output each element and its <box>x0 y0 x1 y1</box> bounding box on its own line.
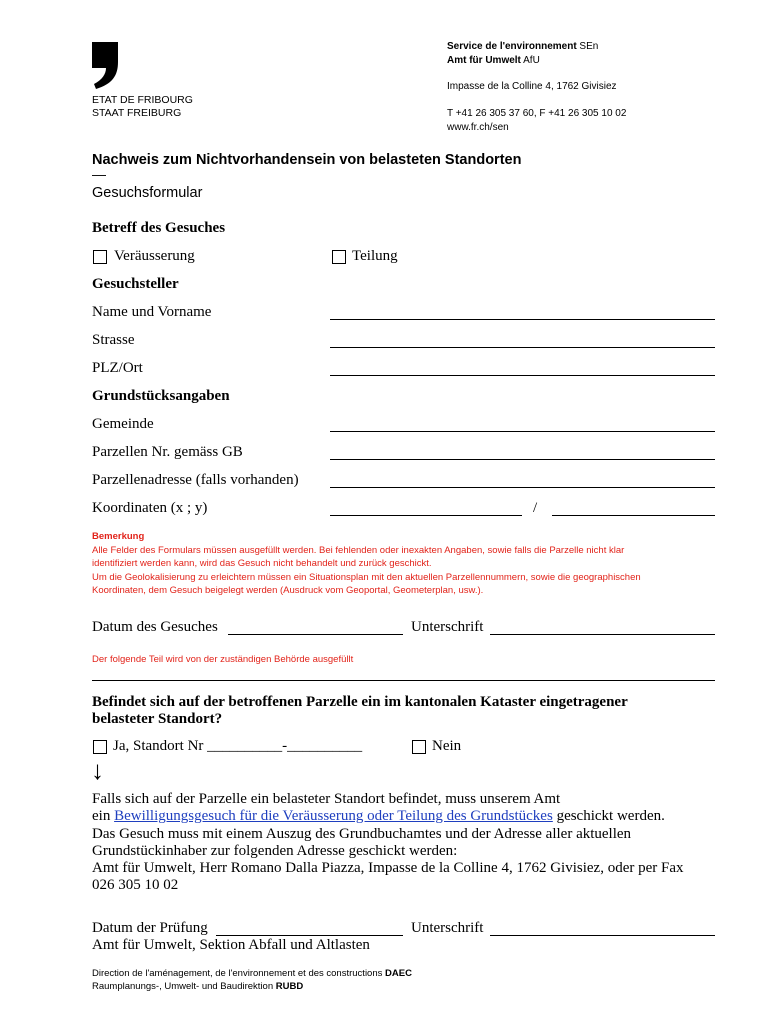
datum-gesuch-field[interactable] <box>228 634 403 635</box>
service-block <box>447 40 598 67</box>
question-line-1: Befindet sich auf der betroffenen Parzelle ein im kantonalen Kataster eingetragener <box>92 694 628 710</box>
label-plz: PLZ/Ort <box>92 360 143 376</box>
label-unterschrift-1: Unterschrift <box>411 619 484 635</box>
name-field[interactable] <box>330 319 715 320</box>
canton-name-de: STAAT FREIBURG <box>92 107 182 119</box>
question-text <box>92 694 628 728</box>
service-name-fr: Service de l'environnement SEn <box>447 41 599 52</box>
label-parzellenadresse: Parzellenadresse (falls vorhanden) <box>92 472 299 488</box>
plz-field[interactable] <box>330 375 715 376</box>
label-koordinaten: Koordinaten (x ; y) <box>92 500 208 516</box>
canton-name <box>92 94 193 120</box>
label-parzelle: Parzellen Nr. gemäss GB <box>92 444 243 460</box>
koordinate-x-field[interactable] <box>330 515 522 516</box>
label-unterschrift-2: Unterschrift <box>411 920 484 936</box>
bemerkung-block <box>92 530 732 598</box>
checkbox-teilung[interactable] <box>332 250 346 264</box>
label-datum-gesuch: Datum des Gesuches <box>92 619 218 635</box>
service-phone: T +41 26 305 37 60, F +41 26 305 10 02 <box>447 108 627 119</box>
canton-name-fr: ETAT DE FRIBOURG <box>92 94 193 106</box>
info-line-1: Falls sich auf der Parzelle ein belasteter Standort befindet, muss unserem Amt <box>92 791 561 807</box>
service-name-de: Amt für Umwelt AfU <box>447 54 540 66</box>
label-name: Name und Vorname <box>92 304 212 320</box>
info-line-6: 026 305 10 02 <box>92 877 179 894</box>
bemerkung-line-3: Um die Geolokalisierung zu erleichtern müssen ein Situationsplan mit den aktuellen Parzellennummern, sowie die geographischen <box>92 571 641 583</box>
service-address: Impasse de la Colline 4, 1762 Givisiez <box>447 81 617 92</box>
label-datum-pruefung: Datum der Prüfung <box>92 920 208 936</box>
unterschrift-1-field[interactable] <box>490 634 715 635</box>
section-heading-betreff: Betreff des Gesuches <box>92 220 226 236</box>
bemerkung-line-2: identifiziert werden kann, wird das Gesuch nicht behandelt und zurück geschickt. <box>92 558 432 569</box>
page-title: Nachweis zum Nichtvorhandensein von belasteten Standorten <box>92 152 522 168</box>
label-strasse: Strasse <box>92 332 135 348</box>
label-teilung: Teilung <box>352 248 398 264</box>
service-contact <box>447 107 626 134</box>
parzelle-field[interactable] <box>330 459 715 460</box>
datum-pruefung-field[interactable] <box>216 935 403 936</box>
checkbox-veraeusserung[interactable] <box>93 250 107 264</box>
section-divider <box>92 680 715 681</box>
section-heading-gesuchsteller: Gesuchsteller <box>92 276 179 292</box>
koordinate-y-field[interactable] <box>552 515 715 516</box>
question-line-2: belasteter Standort? <box>92 711 223 727</box>
bemerkung-line-4: Koordinaten, dem Gesuch beigelegt werden (Ausdruck vom Geoportal, Geometerplan, usw.). <box>92 585 484 596</box>
strasse-field[interactable] <box>330 347 715 348</box>
checkbox-ja[interactable] <box>93 740 107 754</box>
label-gemeinde: Gemeinde <box>92 416 154 432</box>
bemerkung-line-1: Alle Felder des Formulars müssen ausgefüllt werden. Bei fehlenden oder inexakten Angaben, sowie falls die Parzelle nicht klar <box>92 544 625 556</box>
label-nein: Nein <box>432 738 462 754</box>
section-heading-grundstueck: Grundstücksangaben <box>92 388 230 404</box>
title-dash: — <box>92 166 106 182</box>
info-line-4: Grundstückinhaber zur folgenden Adresse geschickt werden: <box>92 842 458 859</box>
page-subtitle: Gesuchsformular <box>92 185 203 201</box>
bewilligungsgesuch-link[interactable]: Bewilligungsgesuch für die Veräusserung oder Teilung des Grundstückes <box>114 808 553 825</box>
label-ja-standort: Ja, Standort Nr __________-__________ <box>113 738 363 754</box>
info-line-2: ein Bewilligungsgesuch für die Veräusserung oder Teilung des Grundstückes geschickt werden. <box>92 808 665 825</box>
parzellenadresse-field[interactable] <box>330 487 715 488</box>
info-line-5: Amt für Umwelt, Herr Romano Dalla Piazza, Impasse de la Colline 4, 1762 Givisiez, oder per Fax <box>92 860 684 877</box>
label-amt-sektion: Amt für Umwelt, Sektion Abfall und Altlasten <box>92 937 370 953</box>
footer <box>92 967 412 993</box>
gemeinde-field[interactable] <box>330 431 715 432</box>
info-block <box>92 791 732 895</box>
info-line-3: Das Gesuch muss mit einem Auszug des Grundbuchamtes und der Adresse aller aktuellen <box>92 825 632 842</box>
bemerkung-heading: Bemerkung <box>92 531 145 542</box>
koordinaten-separator: / <box>533 500 538 516</box>
checkbox-nein[interactable] <box>412 740 426 754</box>
canton-logo-mark <box>88 40 122 90</box>
footer-line-1: Direction de l'aménagement, de l'environnement et des constructions DAEC <box>92 968 412 979</box>
footer-line-2: Raumplanungs-, Umwelt- und Baudirektion RUBD <box>92 981 304 992</box>
authority-note: Der folgende Teil wird von der zuständigen Behörde ausgefüllt <box>92 654 354 665</box>
label-veraeusserung: Veräusserung <box>114 248 195 264</box>
service-web: www.fr.ch/sen <box>447 121 509 133</box>
arrow-down-icon: ↓ <box>91 756 104 785</box>
unterschrift-2-field[interactable] <box>490 935 715 936</box>
